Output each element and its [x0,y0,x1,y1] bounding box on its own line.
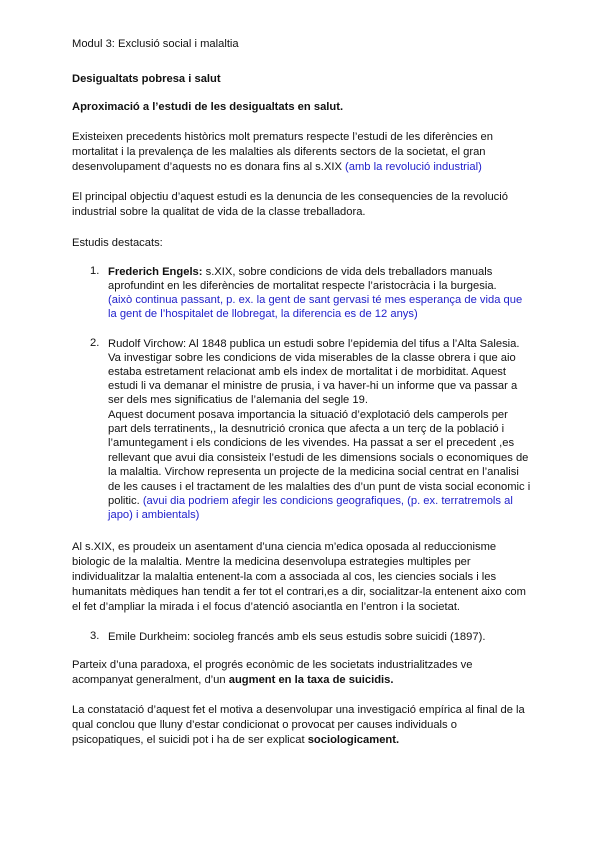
paragraph-line: individualitzar la malaltia entenent-la com a associada al cos, les ciencies socials i les [72,571,497,583]
list-item-line [108,265,492,279]
paragraph-line: Al s.XIX, es proudeix un asentament d’una ciencia m’edica oposada al reduccionisme [72,541,497,553]
list-item-line: la malaltia. Virchow representa un projecte de la medicina social centrat en l’analisi [108,466,519,478]
paragraph-line [72,160,482,174]
paragraph-line [72,733,399,747]
list-item-line: aprofundint en les diferències de mortalitat respecte l’aristocràcia i la burgesia. [108,280,497,292]
paragraph-line: industrial sobre la qualitat de vida de la classe treballadora. [72,206,366,218]
paragraph-line: Parteix d’una paradoxa, el progrés econòmic de les societats industrialitzades ve [72,659,473,671]
list-item-line: Aquest document posava importancia la situació d’explotació dels camperols per [108,409,508,421]
author-name: Frederich Engels: [108,266,203,278]
paragraph-line: El principal objectiu d’aquest estudi es la denuncia de les consequencies de la revolució [72,191,508,203]
list-number: 3. [90,630,100,642]
annotation-line: (això continua passant, p. ex. la gent de sant gervasi té mes esperança de vida que [108,294,523,306]
list-item-line: de les causes i el tractament de les malalties des d’un punt de vista social economic i [108,481,531,493]
paragraph-line: humanitats mèdiques han tendit a fer tot el contrari,es a dir, socialitzar-la entenent aixo com [72,586,526,598]
section-heading: Aproximació a l’estudi de les desigualtats en salut. [72,101,344,113]
paragraph-line: qual conclou que lluny d’estar condicionat o provocat per causes individuals o [72,719,457,731]
paragraph-line: La constatació d’aquest fet el motiva a desenvolupar una investigació empírica al final de la [72,704,525,716]
list-intro: Estudis destacats: [72,237,163,249]
annotation-text: (amb la revolució industrial) [345,161,482,173]
list-item-line: l’amuntegament i els condicions de les vivendes. Ha passat a ser el precedent ,es [108,437,515,449]
list-item-text: politic. [108,495,140,507]
paragraph-line: el fet d’ampliar la mirada i el focus d’atenció asociantla en l’entron i la societat. [72,601,461,613]
list-item-line: part dels terratinents,, la desnutrició cronica que afecta a un terç de la població i [108,423,505,435]
page-header: Modul 3: Exclusió social i malaltia [72,38,239,50]
annotation-line: la gent de l’hospitalet de llobregat, la diferencia es de 12 anys) [108,308,418,320]
list-item-line [108,494,513,508]
list-item-line: ser dels mes significatius de l’alemania del segle 19. [108,394,368,406]
paragraph-line: Existeixen precedents històrics molt prematurs respecte l’estudi de les diferències en [72,131,493,143]
list-item-line: rellevant que avui dia consisteix l’estudi de les dimensions socials o economiques de [108,452,529,464]
list-item-line: estaba estretament relacionat amb els index de mortalitat i de morbiditat. Aquest [108,366,506,378]
list-item-text: s.XIX, sobre condicions de vida dels treballadors manuals [205,266,493,278]
list-item-line: Va investigar sobre les condicions de vida miserables de la classe obrera i que aio [108,352,516,364]
paragraph-line: mortalitat i la prevalença de les malalties als diferents sectors de la societat, el gran [72,146,486,158]
emphasis-text: sociologicament. [307,734,400,746]
annotation-line: japo) i ambientals) [108,509,200,521]
paragraph-line [72,673,394,687]
list-number: 2. [90,337,100,349]
emphasis-text: augment en la taxa de suicidis. [228,674,394,686]
list-item-line: Emile Durkheim: socioleg francés amb els seus estudis sobre suicidi (1897). [108,631,486,643]
paragraph-line: biologic de la malaltia. Mentre la medicina desenvolupa estrategies multiples per [72,556,471,568]
list-item-line: Rudolf Virchow: Al 1848 publica un estudi sobre l’epidemia del tifus a l’Alta Salesia. [108,338,520,350]
document-title: Desigualtats pobresa i salut [72,73,221,85]
list-item-line: estudi li va demanar el ministre de prusia, i va haver-hi un informe que va passar a [108,380,518,392]
paragraph-text: acompanyat generalment, d’un [72,674,226,686]
list-number: 1. [90,265,100,277]
paragraph-text: psicopatiques, el suicidi pot i ha de ser explicat [72,734,305,746]
annotation-text: (avui dia podriem afegir les condicions geografiques, (p. ex. terratremols al [142,495,513,507]
paragraph-text: desenvolupament d’aquests no es donara fins al s.XIX [72,161,342,173]
